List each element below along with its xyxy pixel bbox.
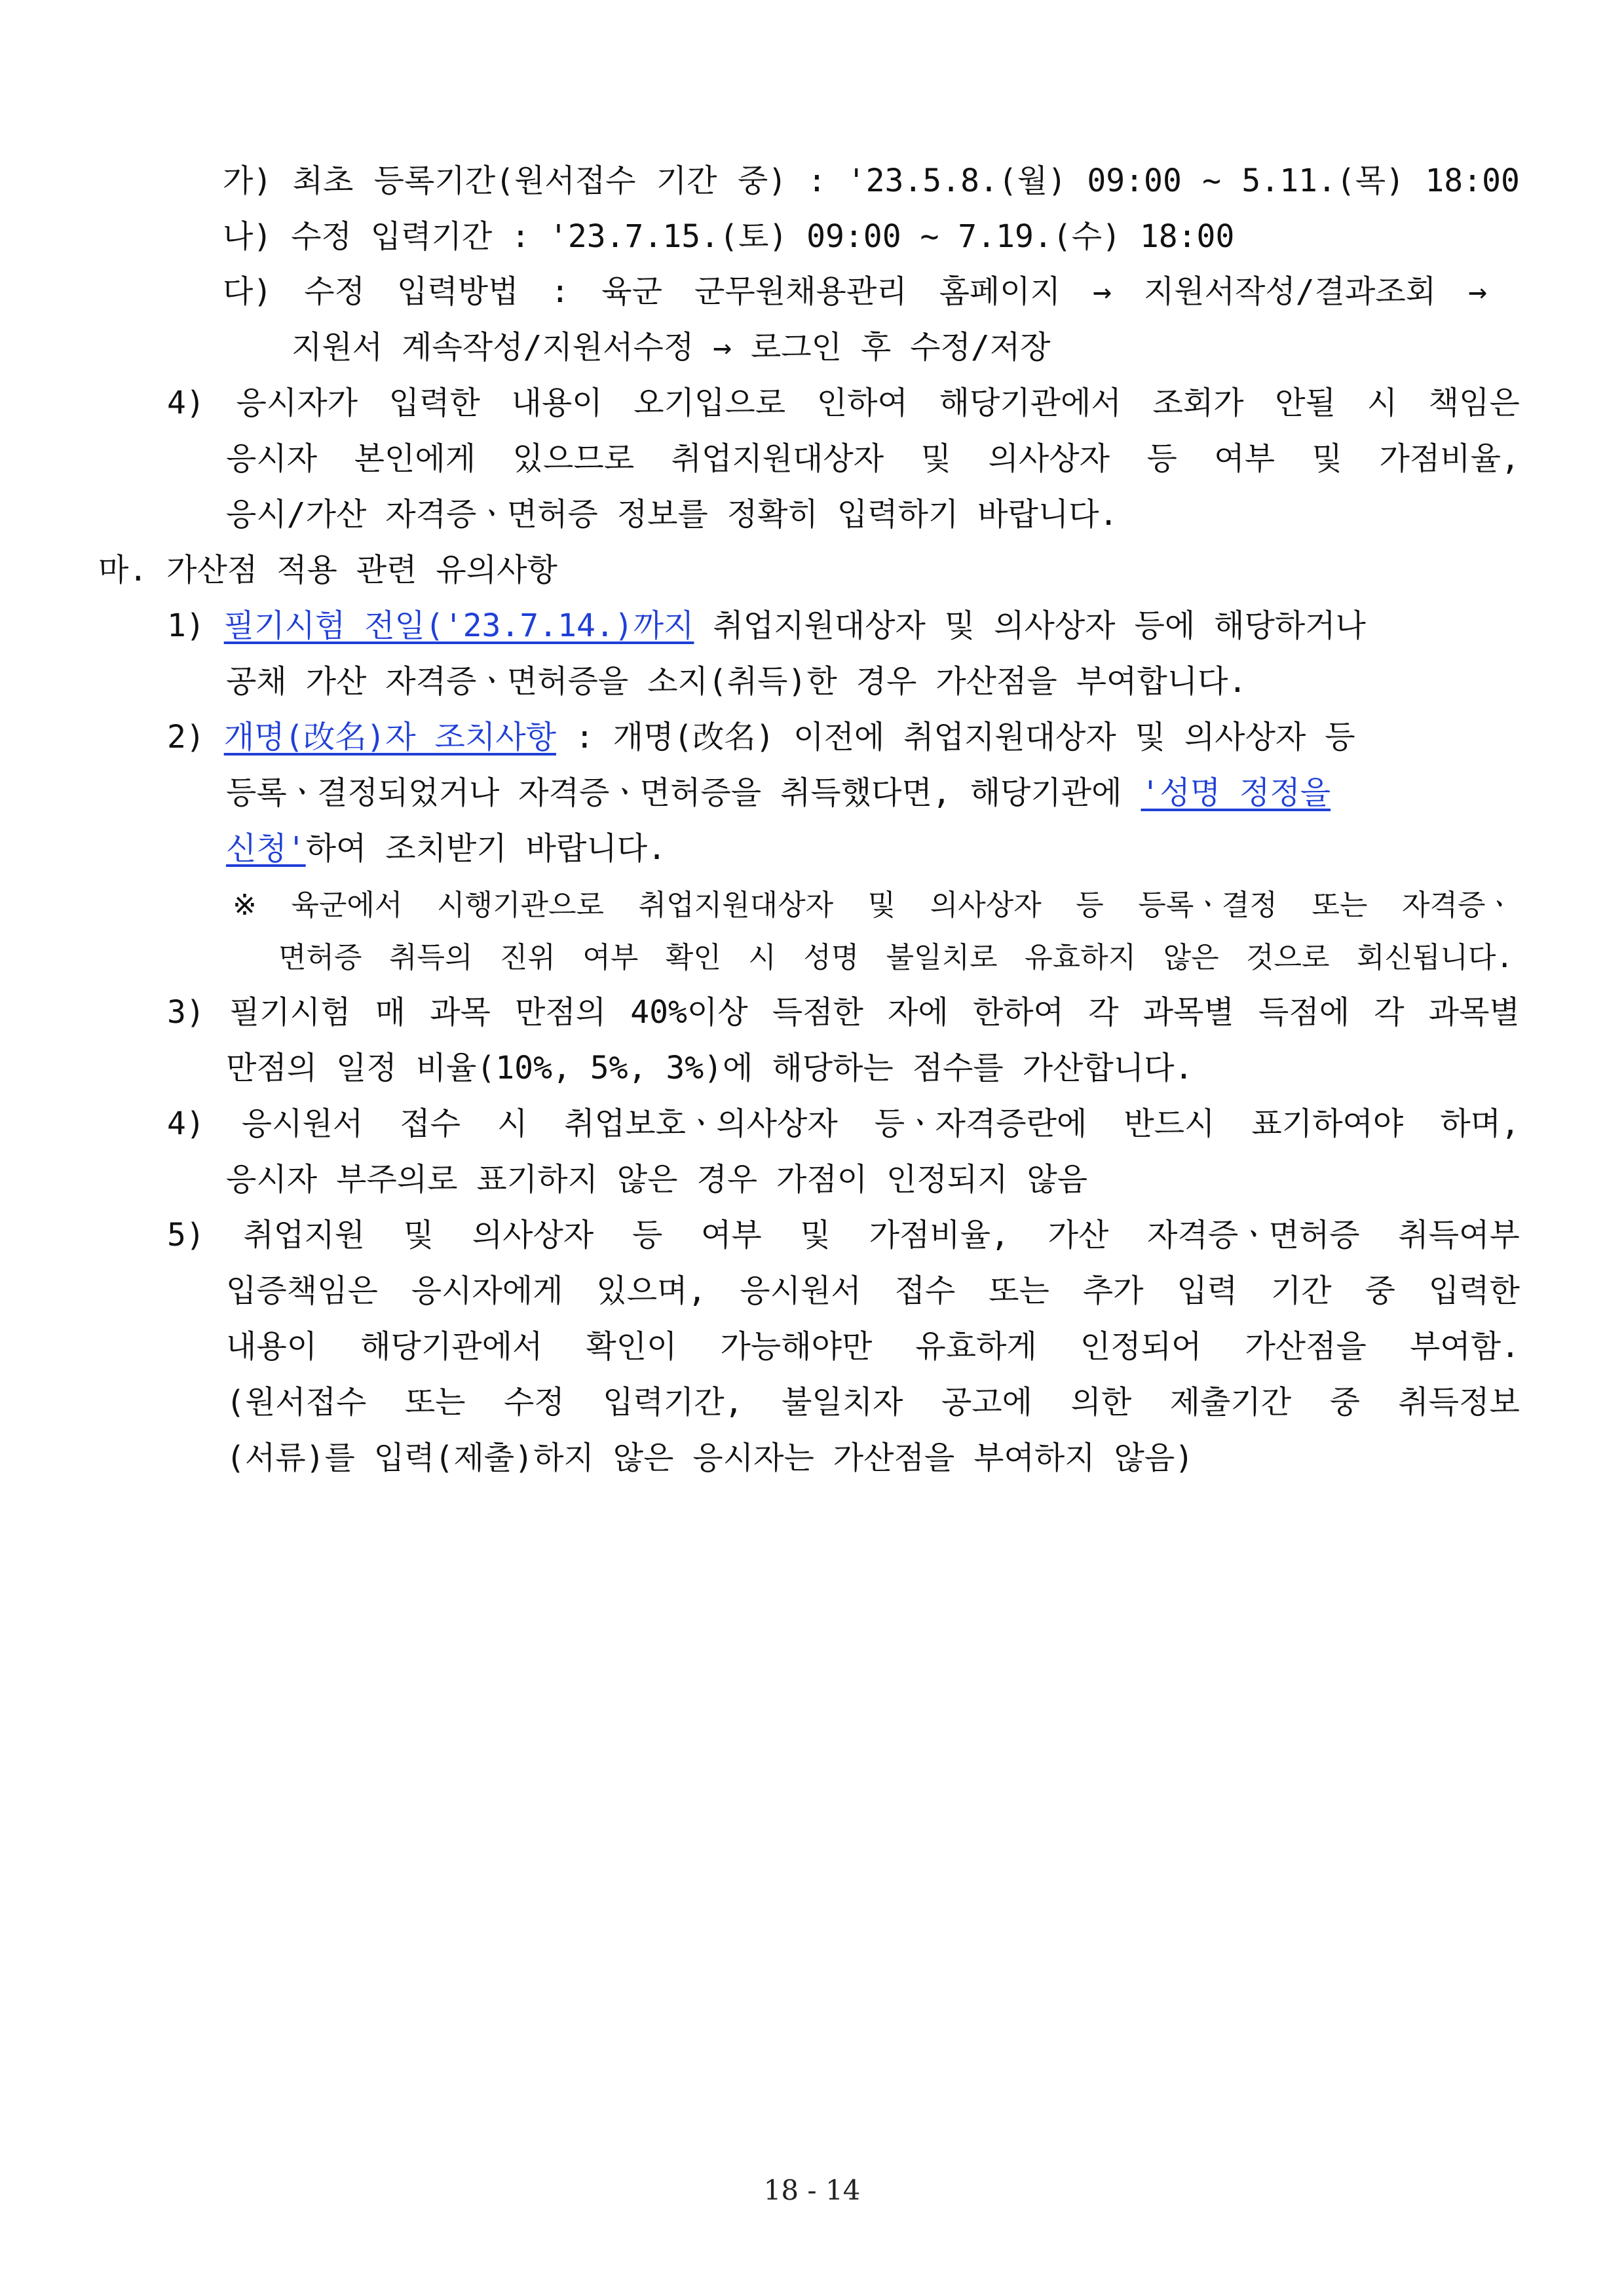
- line-17: 만점의 일정 비율(10%, 5%, 3%)에 해당하는 점수를 가산합니다.: [226, 1050, 1194, 1086]
- line-18: 4) 응시원서 접수 시 취업보호ㆍ의사상자 등ㆍ자격증란에 반드시 표기하여야 하며,: [167, 1105, 1520, 1142]
- line-24: (서류)를 입력(제출)하지 않은 응시자는 가산점을 부여하지 않음): [226, 1440, 1194, 1476]
- section-heading: 마. 가산점 적용 관련 유의사항: [98, 552, 557, 588]
- page-number: 18 - 14: [763, 2174, 861, 2206]
- line-11: 2) 개명(改名)자 조치사항 : 개명(改名) 이전에 취업지원대상자 및 의사상자 등: [167, 719, 1355, 756]
- line-2: 나) 수정 입력기간 : '23.7.15.(토) 09:00 ~ 7.19.(수) 18:00: [223, 218, 1235, 255]
- line-10: 공채 가산 자격증ㆍ면허증을 소지(취득)한 경우 가산점을 부여합니다.: [226, 663, 1247, 700]
- line-13: 신청' 하여 조치받기 바랍니다.: [226, 830, 667, 867]
- line-3: 다) 수정 입력방법 : 육군 군무원채용관리 홈페이지 → 지원서작성/결과조회 →: [223, 273, 1487, 310]
- note-line-1: ※ 육군에서 시행기관으로 취업지원대상자 및 의사상자 등 등록ㆍ결정 또는 자격증ㆍ: [233, 889, 1513, 922]
- line-4: 지원서 계속작성/지원서수정 → 로그인 후 수정/저장: [292, 329, 1051, 366]
- line-9: 1) 필기시험 전일('23.7.14.)까지 취업지원대상자 및 의사상자 등에 해당하거나: [167, 607, 1366, 644]
- line-21: 입증책임은 응시자에게 있으며, 응시원서 접수 또는 추가 입력 기간 중 입력한: [226, 1272, 1520, 1309]
- note-line-2: 면허증 취득의 진위 여부 확인 시 성명 불일치로 유효하지 않은 것으로 회신됩니다.: [278, 941, 1513, 974]
- line-20: 5) 취업지원 및 의사상자 등 여부 및 가점비율, 가산 자격증ㆍ면허증 취득여부: [167, 1217, 1520, 1253]
- line-6: 응시자 본인에게 있으므로 취업지원대상자 및 의사상자 등 여부 및 가점비율,: [226, 440, 1520, 477]
- line-19: 응시자 부주의로 표기하지 않은 경우 가점이 인정되지 않음: [226, 1161, 1088, 1198]
- line-16: 3) 필기시험 매 과목 만점의 40%이상 득점한 자에 한하여 각 과목별 득점에 각 과목별: [167, 994, 1520, 1031]
- line-1: 가) 최초 등록기간(원서접수 기간 중) : '23.5.8.(월) 09:00 ~ 5.11.(목) 18:00: [223, 163, 1520, 199]
- link-name-correction-cont[interactable]: 신청': [226, 830, 306, 867]
- line-5: 4) 응시자가 입력한 내용이 오기입으로 인하여 해당기관에서 조회가 안될 시 책임은: [167, 385, 1520, 421]
- line-23: (원서접수 또는 수정 입력기간, 불일치자 공고에 의한 제출기간 중 취득정보: [226, 1384, 1520, 1421]
- link-rename-measures[interactable]: 개명(改名)자 조치사항: [223, 719, 556, 756]
- link-exam-deadline[interactable]: 필기시험 전일('23.7.14.)까지: [223, 607, 694, 644]
- line-22: 내용이 해당기관에서 확인이 가능해야만 유효하게 인정되어 가산점을 부여함.: [226, 1328, 1520, 1365]
- link-name-correction[interactable]: '성명 정정을: [1141, 775, 1331, 811]
- line-7: 응시/가산 자격증ㆍ면허증 정보를 정확히 입력하기 바랍니다.: [226, 496, 1118, 533]
- line-12: 등록ㆍ결정되었거나 자격증ㆍ면허증을 취득했다면, 해당기관에 '성명 정정을: [226, 775, 1331, 811]
